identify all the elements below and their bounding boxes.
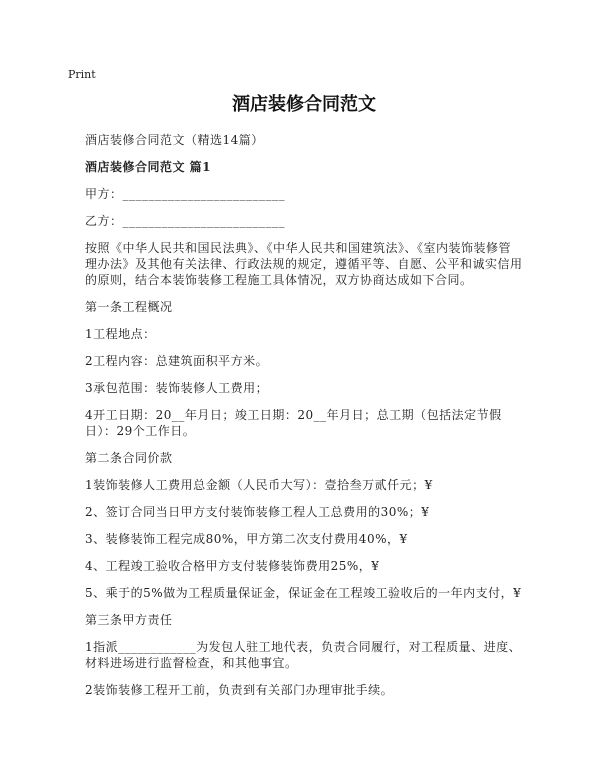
- party-b-line: 乙方：_________________________: [85, 214, 286, 228]
- clause-1-item-3: 3承包范围：装饰装修人工费用；: [85, 381, 269, 395]
- document-content: [68, 68, 523, 698]
- part-heading: 酒店装修合同范文 篇1: [85, 160, 212, 174]
- clause-heading-1: 第一条工程概况: [85, 300, 173, 314]
- clause-3-item-2: 2装饰装修工程开工前，负责到有关部门办理审批手续。: [85, 683, 394, 697]
- clause-1-item-2: 2工程内容：总建筑面积平方米。: [85, 354, 269, 368]
- preamble-paragraph: 按照《中华人民共和国民法典》、《中华人民共和国建筑法》、《室内装饰装修管理办法》及其他有关法律、行政法规的规定，遵循平等、自愿、公平和诚实信用的原则，结合本装饰装修工程施工具体情况，双方协商达成如下合同。: [85, 241, 523, 287]
- clause-2-item-5: 5、乘于的5%做为工程质量保证金，保证金在工程竣工验收后的一年内支付，¥: [85, 586, 522, 600]
- clause-heading-3: 第三条甲方责任: [85, 613, 173, 627]
- clause-3-item-1: 1指派____________为发包人驻工地代表，负责合同履行，对工程质量、进度、材料进场进行监督检查，和其他事宜。: [85, 640, 522, 670]
- clause-2-item-2: 2、签订合同当日甲方支付装饰装修工程人工总费用的30%；¥: [85, 505, 430, 519]
- document-title: 酒店装修合同范文: [232, 94, 376, 115]
- clause-2-item-1: 1装饰装修人工费用总金额（人民币大写）：壹拾叁万贰仟元；¥: [85, 478, 433, 492]
- clause-2-item-3: 3、装修装饰工程完成80%，甲方第二次支付费用40%，¥: [85, 532, 408, 546]
- print-link[interactable]: Print: [68, 68, 96, 81]
- party-a-line: 甲方：_________________________: [85, 187, 286, 201]
- clause-1-item-4: 4开工日期：20__年月日；竣工日期：20__年月日；总工期（包括法定节假日）：29个工作日。: [85, 408, 502, 438]
- clause-2-item-4: 4、工程竣工验收合格甲方支付装修装饰费用25%，¥: [85, 559, 380, 573]
- clause-1-item-1: 1工程地点：: [85, 327, 156, 341]
- document-subtitle: 酒店装修合同范文（精选14篇）: [85, 133, 264, 147]
- clause-heading-2: 第二条合同价款: [85, 451, 173, 465]
